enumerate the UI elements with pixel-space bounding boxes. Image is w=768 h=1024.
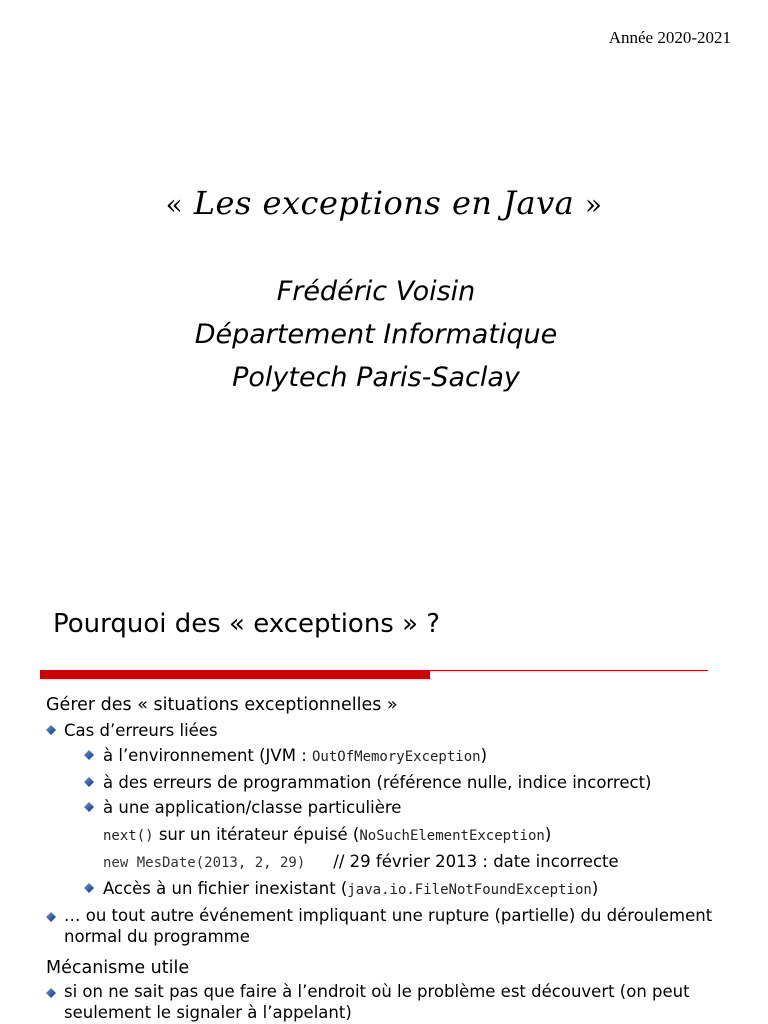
code-snippet: java.io.FileNotFoundException: [347, 882, 592, 898]
code-snippet: next(): [103, 828, 154, 844]
department-name: Département Informatique: [194, 319, 558, 350]
code-snippet: new MesDate(2013, 2, 29): [103, 855, 306, 871]
blue-diamond-bullet-icon: [46, 988, 56, 998]
bullet-item: … ou tout autre événement impliquant une rupture (partielle) du déroulement normal du programme: [46, 905, 746, 947]
title-text: Les exceptions en Java: [193, 184, 575, 222]
example-line: [46, 849, 746, 876]
bullet-item: si on ne sait pas que faire à l’endroit où le problème est découvert (on peut seulement le signaler à l’appelant): [46, 981, 746, 1023]
sub-bullet-item: à des erreurs de programmation (référence nulle, indice incorrect): [46, 770, 746, 795]
example-line: next() sur un itérateur épuisé (NoSuchElementException): [103, 825, 552, 844]
section-heading: Mécanisme utile: [46, 958, 190, 978]
code-snippet: NoSuchElementException: [359, 828, 545, 844]
blue-diamond-bullet-icon: [84, 883, 94, 893]
slide-title: Pourquoi des « exceptions » ?: [53, 609, 441, 639]
close-quote: »: [584, 188, 603, 221]
school-name: Polytech Paris-Saclay: [232, 362, 520, 393]
sub-bullet-item: à une application/classe particulière: [46, 795, 746, 820]
academic-year: Année 2020-2021: [608, 28, 731, 47]
title-underline-thin: [430, 670, 708, 671]
presentation-title: [0, 184, 768, 222]
author-block: [0, 270, 752, 399]
code-comment: // 29 février 2013 : date incorrecte: [333, 852, 619, 871]
sub-bullet-item: à l’environnement (JVM : OutOfMemoryException): [46, 743, 746, 770]
author-name: Frédéric Voisin: [276, 276, 476, 307]
slide-content: [46, 692, 746, 1023]
sub-bullet-item: Accès à un fichier inexistant (java.io.FileNotFoundException): [46, 876, 746, 903]
title-underline-thick: [40, 670, 430, 679]
code-snippet: OutOfMemoryException: [312, 749, 481, 765]
blue-diamond-bullet-icon: [84, 777, 94, 787]
section-heading: Gérer des « situations exceptionnelles »: [46, 695, 398, 715]
blue-diamond-bullet-icon: [84, 802, 94, 812]
blue-diamond-bullet-icon: [46, 912, 56, 922]
blue-diamond-bullet-icon: [84, 750, 94, 760]
blue-diamond-bullet-icon: [46, 725, 56, 735]
bullet-item: Cas d’erreurs liées: [46, 718, 746, 743]
open-quote: «: [165, 188, 184, 221]
